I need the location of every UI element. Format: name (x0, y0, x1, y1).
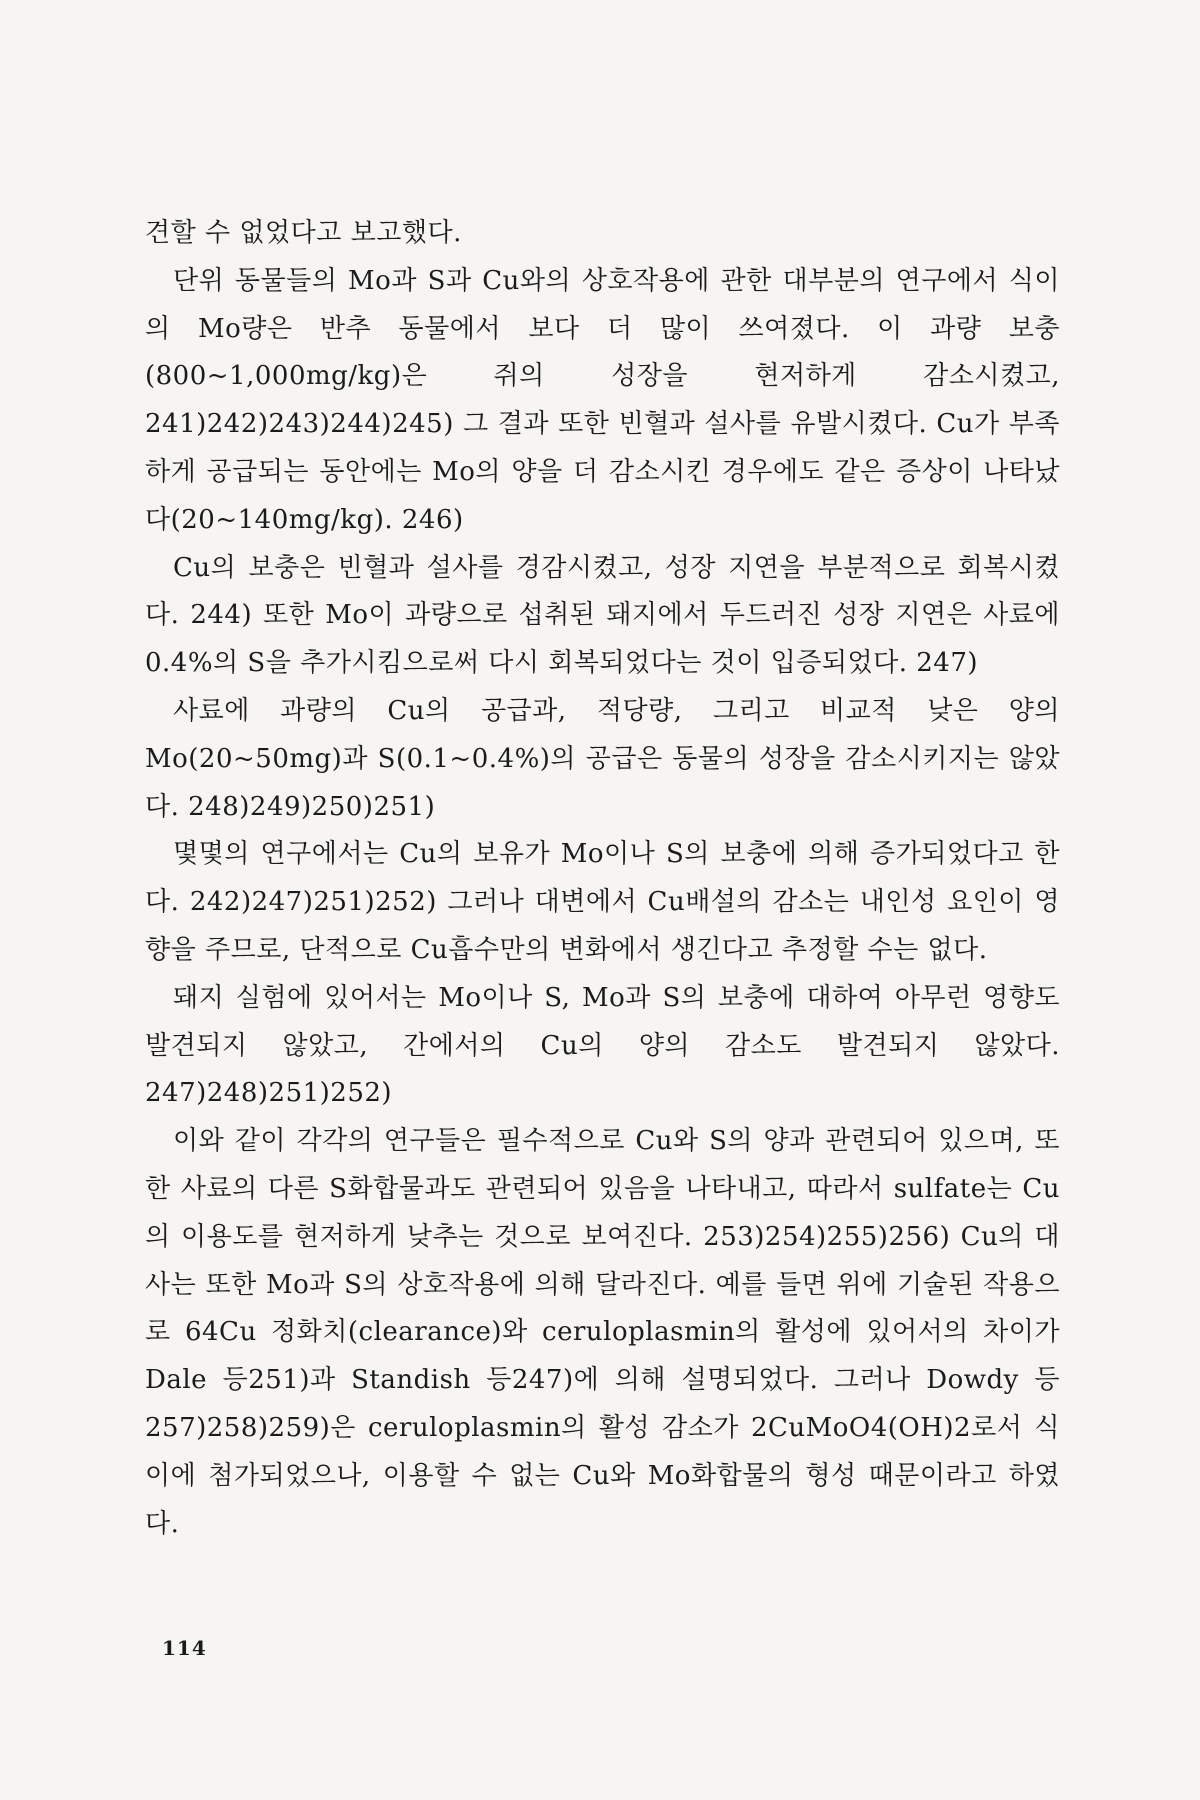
paragraph-text: Cu의 보충은 빈혈과 설사를 경감시켰고, 성장 지연을 부분적으로 회복시켰다. 244) 또한 Mo이 과량으로 섭취된 돼지에서 두드러진 성장 지연은 사료에 0.4%의 S을 추가시킴으로써 다시 회복되었다는 것이 입증되었다. 247) (145, 552, 1060, 679)
body-text (145, 210, 1060, 1548)
paragraph-text: 몇몇의 연구에서는 Cu의 보유가 Mo이나 S의 보충에 의해 증가되었다고 한다. 242)247)251)252) 그러나 대변에서 Cu배설의 감소는 내인성 요인이 영향을 주므로, 단적으로 Cu흡수만의 변화에서 생긴다고 추정할 수는 없다. (145, 839, 1060, 965)
paragraph (145, 831, 1060, 974)
paragraph (145, 545, 1060, 688)
paragraph (145, 975, 1060, 1118)
paragraph (145, 688, 1060, 831)
paragraph (145, 258, 1060, 545)
paragraph-text: 사료에 과량의 Cu의 공급과, 적당량, 그리고 비교적 낮은 양의 Mo(20~50mg)과 S(0.1~0.4%)의 공급은 동물의 성장을 감소시키지는 않았다. 248)249)250)251) (145, 695, 1060, 822)
paragraph-text: 견할 수 없었다고 보고했다. (145, 218, 462, 248)
paragraph-continuation (145, 210, 1060, 258)
paragraph-text: 단위 동물들의 Mo과 S과 Cu와의 상호작용에 관한 대부분의 연구에서 식이의 Mo량은 반추 동물에서 보다 더 많이 쓰여졌다. 이 과량 보충(800~1,000mg/kg)은 쥐의 성장을 현저하게 감소시켰고, 241)242)243)244)245) 그 결과 또한 빈혈과 설사를 유발시켰다. Cu가 부족하게 공급되는 동안에는 Mo의 양을 더 감소시킨 경우에도 같은 증상이 나타났다(20~140mg/kg). 246) (145, 265, 1060, 535)
paragraph-text: 돼지 실험에 있어서는 Mo이나 S, Mo과 S의 보충에 대하여 아무런 영향도 발견되지 않았고, 간에서의 Cu의 양의 감소도 발견되지 않았다. 247)248)251)252) (145, 982, 1060, 1109)
page-number: 114 (162, 1636, 207, 1660)
paragraph-text: 이와 같이 각각의 연구들은 필수적으로 Cu와 S의 양과 관련되어 있으며, 또한 사료의 다른 S화합물과도 관련되어 있음을 나타내고, 따라서 sulfate는 Cu의 이용도를 현저하게 낮추는 것으로 보여진다. 253)254)255)256) Cu의 대사는 또한 Mo과 S의 상호작용에 의해 달라진다. 예를 들면 위에 기술된 작용으로 64Cu 정화치(clearance)와 ceruloplasmin의 활성에 있어서의 차이가 Dale 등251)과 Standish 등247)에 의해 설명되었다. 그러나 Dowdy 등257)258)259)은 ceruloplasmin의 활성 감소가 2CuMoO4(OH)2로서 식이에 첨가되었으나, 이용할 수 없는 Cu와 Mo화합물의 형성 때문이라고 하였다. (145, 1126, 1060, 1539)
paragraph (145, 1118, 1060, 1548)
